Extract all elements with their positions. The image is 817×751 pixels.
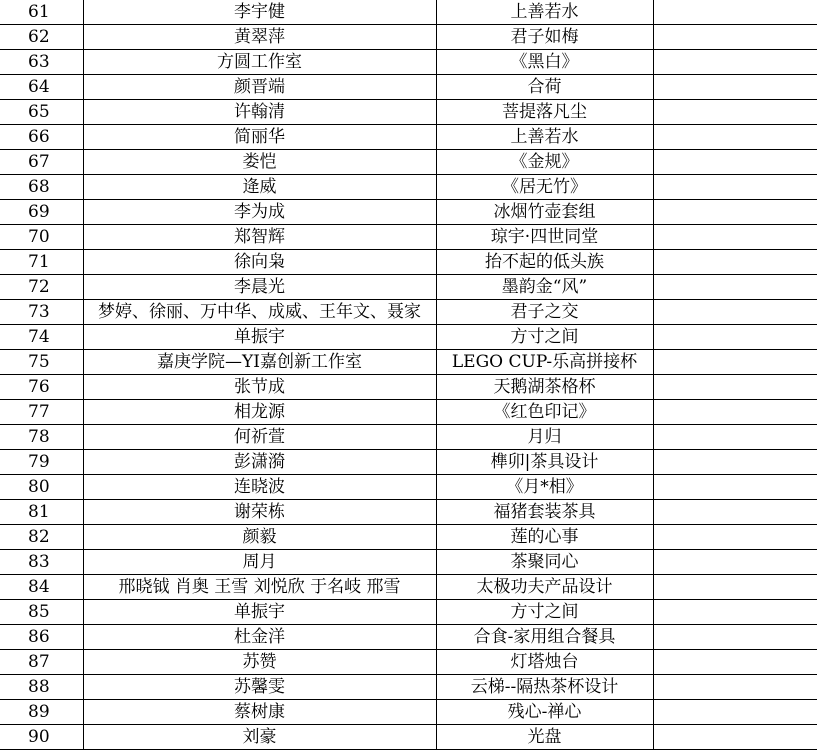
empty-cell <box>653 675 817 700</box>
empty-cell <box>653 275 817 300</box>
table-row <box>0 550 817 575</box>
row-number-cell: 88 <box>0 675 83 700</box>
row-number-cell: 82 <box>0 525 83 550</box>
work-title-cell: 《黑白》 <box>436 50 653 75</box>
empty-cell <box>653 550 817 575</box>
row-number-cell: 75 <box>0 350 83 375</box>
work-title-cell: 菩提落凡尘 <box>436 100 653 125</box>
row-number-cell: 76 <box>0 375 83 400</box>
empty-cell <box>653 500 817 525</box>
work-title-cell: 冰烟竹壶套组 <box>436 200 653 225</box>
table-row <box>0 600 817 625</box>
table-row <box>0 325 817 350</box>
author-name-cell: 李宇健 <box>83 0 436 25</box>
work-title-cell: 莲的心事 <box>436 525 653 550</box>
empty-cell <box>653 425 817 450</box>
author-name-cell: 颜毅 <box>83 525 436 550</box>
empty-cell <box>653 525 817 550</box>
table-row <box>0 175 817 200</box>
row-number-cell: 71 <box>0 250 83 275</box>
row-number-cell: 61 <box>0 0 83 25</box>
author-name-cell: 单振宇 <box>83 325 436 350</box>
empty-cell <box>653 575 817 600</box>
author-name-cell: 李晨光 <box>83 275 436 300</box>
work-title-cell: 墨韵金“风” <box>436 275 653 300</box>
author-name-cell: 李为成 <box>83 200 436 225</box>
author-name-cell: 苏赞 <box>83 650 436 675</box>
author-name-cell: 梦婷、徐丽、万中华、成威、王年文、聂家 <box>83 300 436 325</box>
work-title-cell: 茶聚同心 <box>436 550 653 575</box>
table-row <box>0 625 817 650</box>
empty-cell <box>653 50 817 75</box>
row-number-cell: 62 <box>0 25 83 50</box>
table-row <box>0 75 817 100</box>
table-row <box>0 375 817 400</box>
author-name-cell: 嘉庚学院—YI嘉创新工作室 <box>83 350 436 375</box>
table-row <box>0 0 817 25</box>
table-row <box>0 200 817 225</box>
row-number-cell: 68 <box>0 175 83 200</box>
empty-cell <box>653 725 817 750</box>
table-row <box>0 250 817 275</box>
table-row <box>0 450 817 475</box>
work-title-cell: LEGO CUP-乐高拼接杯 <box>436 350 653 375</box>
empty-cell <box>653 325 817 350</box>
author-name-cell: 单振宇 <box>83 600 436 625</box>
table-row <box>0 500 817 525</box>
row-number-cell: 66 <box>0 125 83 150</box>
table-row <box>0 25 817 50</box>
empty-cell <box>653 700 817 725</box>
row-number-cell: 64 <box>0 75 83 100</box>
table-row <box>0 100 817 125</box>
work-title-cell: 上善若水 <box>436 0 653 25</box>
table-row <box>0 50 817 75</box>
author-name-cell: 郑智辉 <box>83 225 436 250</box>
work-title-cell: 方寸之间 <box>436 600 653 625</box>
author-name-cell: 黄翠萍 <box>83 25 436 50</box>
row-number-cell: 80 <box>0 475 83 500</box>
empty-cell <box>653 475 817 500</box>
table-row <box>0 350 817 375</box>
empty-cell <box>653 25 817 50</box>
table-row <box>0 425 817 450</box>
row-number-cell: 87 <box>0 650 83 675</box>
author-name-cell: 方圆工作室 <box>83 50 436 75</box>
empty-cell <box>653 75 817 100</box>
author-name-cell: 逄威 <box>83 175 436 200</box>
empty-cell <box>653 0 817 25</box>
author-name-cell: 相龙源 <box>83 400 436 425</box>
work-title-cell: 灯塔烛台 <box>436 650 653 675</box>
work-title-cell: 君子如梅 <box>436 25 653 50</box>
table-row <box>0 700 817 725</box>
author-name-cell: 简丽华 <box>83 125 436 150</box>
author-name-cell: 谢荣栋 <box>83 500 436 525</box>
empty-cell <box>653 300 817 325</box>
author-name-cell: 颜晋端 <box>83 75 436 100</box>
row-number-cell: 65 <box>0 100 83 125</box>
work-title-cell: 《金规》 <box>436 150 653 175</box>
row-number-cell: 89 <box>0 700 83 725</box>
table-row <box>0 400 817 425</box>
work-title-cell: 琼宇·四世同堂 <box>436 225 653 250</box>
table-row <box>0 650 817 675</box>
empty-cell <box>653 625 817 650</box>
empty-cell <box>653 250 817 275</box>
empty-cell <box>653 350 817 375</box>
table-row <box>0 150 817 175</box>
work-title-cell: 太极功夫产品设计 <box>436 575 653 600</box>
table-row <box>0 675 817 700</box>
work-title-cell: 君子之交 <box>436 300 653 325</box>
work-title-cell: 月归 <box>436 425 653 450</box>
author-name-cell: 张节成 <box>83 375 436 400</box>
author-name-cell: 何祈萱 <box>83 425 436 450</box>
empty-cell <box>653 225 817 250</box>
row-number-cell: 83 <box>0 550 83 575</box>
row-number-cell: 69 <box>0 200 83 225</box>
table-row <box>0 475 817 500</box>
row-number-cell: 77 <box>0 400 83 425</box>
empty-cell <box>653 175 817 200</box>
author-name-cell: 徐向枭 <box>83 250 436 275</box>
empty-cell <box>653 150 817 175</box>
work-title-cell: 残心-禅心 <box>436 700 653 725</box>
empty-cell <box>653 400 817 425</box>
work-title-cell: 《居无竹》 <box>436 175 653 200</box>
work-title-cell: 合食-家用组合餐具 <box>436 625 653 650</box>
author-name-cell: 连晓波 <box>83 475 436 500</box>
work-title-cell: 上善若水 <box>436 125 653 150</box>
row-number-cell: 90 <box>0 725 83 750</box>
work-title-cell: 光盘 <box>436 725 653 750</box>
row-number-cell: 81 <box>0 500 83 525</box>
author-name-cell: 蔡树康 <box>83 700 436 725</box>
empty-cell <box>653 600 817 625</box>
table-row <box>0 725 817 750</box>
row-number-cell: 63 <box>0 50 83 75</box>
author-name-cell: 苏馨雯 <box>83 675 436 700</box>
empty-cell <box>653 200 817 225</box>
row-number-cell: 78 <box>0 425 83 450</box>
row-number-cell: 84 <box>0 575 83 600</box>
table-row <box>0 300 817 325</box>
row-number-cell: 73 <box>0 300 83 325</box>
author-name-cell: 许翰清 <box>83 100 436 125</box>
table-row <box>0 275 817 300</box>
row-number-cell: 79 <box>0 450 83 475</box>
author-name-cell: 杜金洋 <box>83 625 436 650</box>
row-number-cell: 86 <box>0 625 83 650</box>
empty-cell <box>653 100 817 125</box>
work-title-cell: 抬不起的低头族 <box>436 250 653 275</box>
author-name-cell: 彭潇漪 <box>83 450 436 475</box>
empty-cell <box>653 125 817 150</box>
work-title-cell: 《红色印记》 <box>436 400 653 425</box>
empty-cell <box>653 450 817 475</box>
table-row <box>0 225 817 250</box>
work-title-cell: 天鹅湖茶格杯 <box>436 375 653 400</box>
row-number-cell: 67 <box>0 150 83 175</box>
row-number-cell: 74 <box>0 325 83 350</box>
work-title-cell: 榫卯|茶具设计 <box>436 450 653 475</box>
work-title-cell: 合荷 <box>436 75 653 100</box>
work-title-cell: 方寸之间 <box>436 325 653 350</box>
author-name-cell: 娄恺 <box>83 150 436 175</box>
row-number-cell: 85 <box>0 600 83 625</box>
author-name-cell: 周月 <box>83 550 436 575</box>
empty-cell <box>653 375 817 400</box>
work-title-cell: 福猪套装茶具 <box>436 500 653 525</box>
row-number-cell: 72 <box>0 275 83 300</box>
table-row <box>0 525 817 550</box>
work-title-cell: 云梯--隔热茶杯设计 <box>436 675 653 700</box>
author-name-cell: 刘豪 <box>83 725 436 750</box>
table-row <box>0 575 817 600</box>
empty-cell <box>653 650 817 675</box>
author-name-cell: 邢晓钺 肖奥 王雪 刘悦欣 于名岐 邢雪 <box>83 575 436 600</box>
table-row <box>0 125 817 150</box>
row-number-cell: 70 <box>0 225 83 250</box>
work-title-cell: 《月*相》 <box>436 475 653 500</box>
